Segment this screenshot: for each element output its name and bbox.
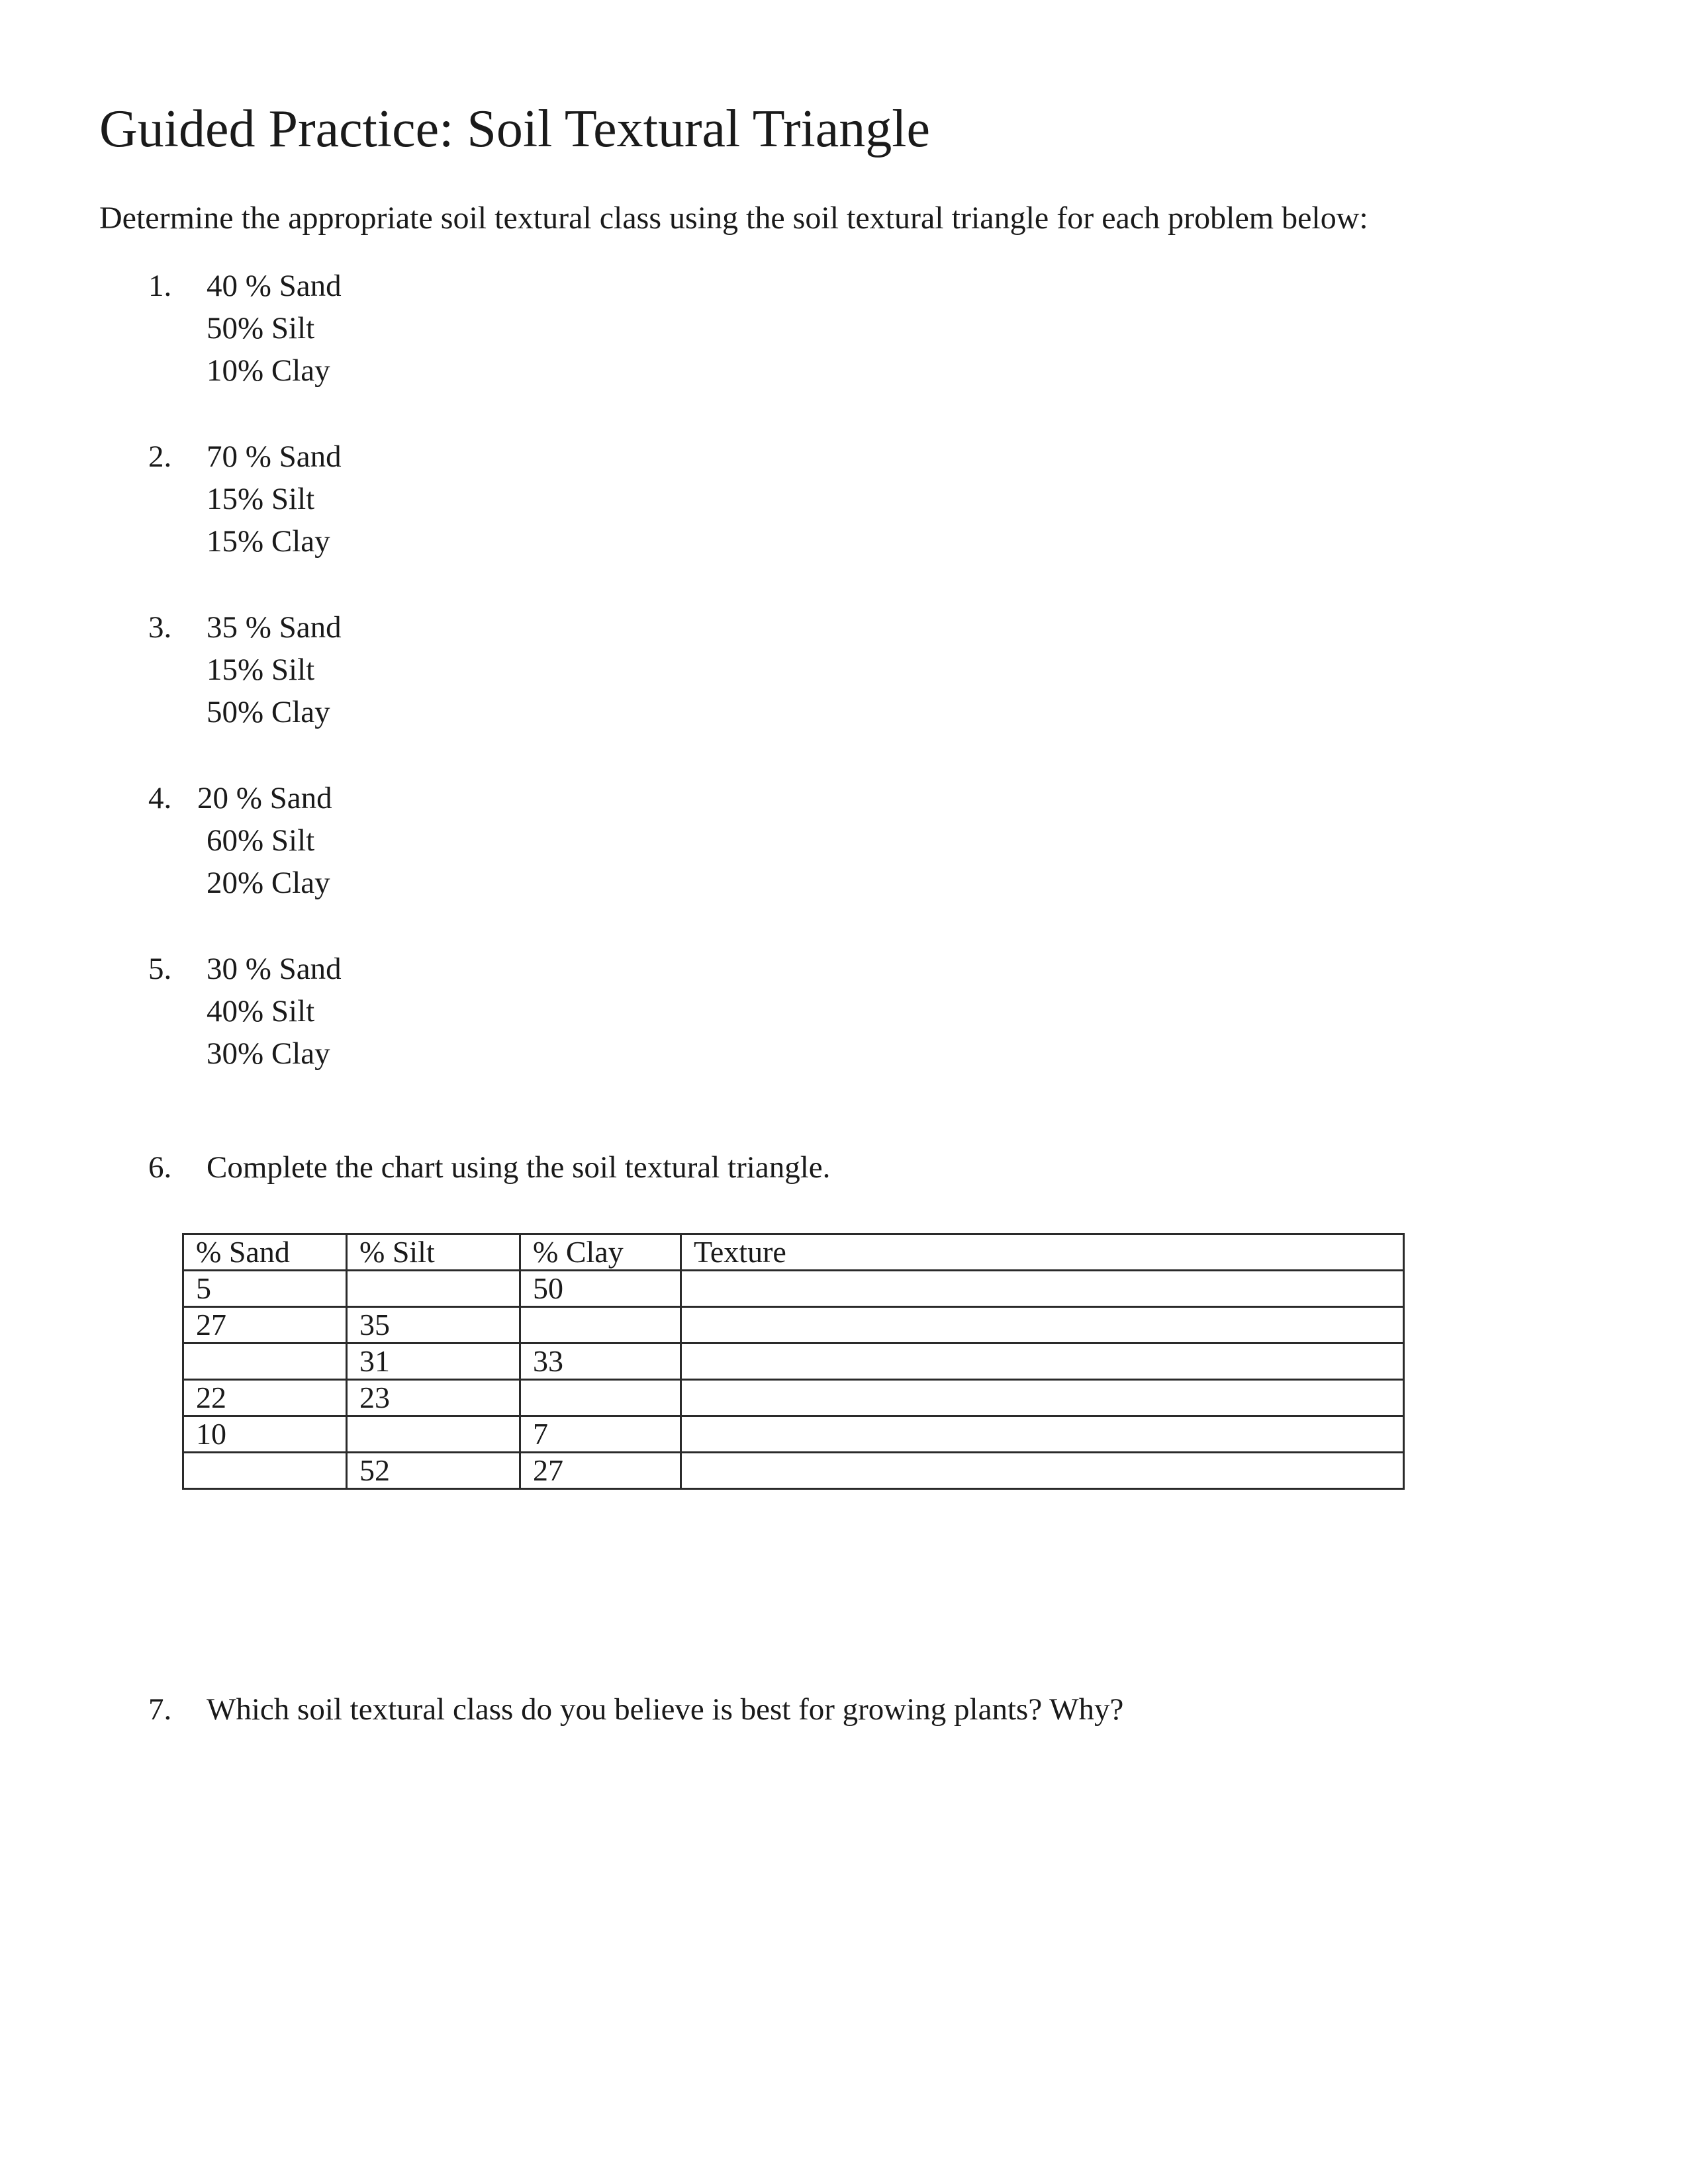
table-row	[183, 1416, 1404, 1453]
problem-clay: 15% Clay	[207, 524, 330, 559]
cell-clay[interactable]	[520, 1380, 681, 1416]
cell-texture[interactable]	[681, 1416, 1404, 1453]
problem-sand: 35 % Sand	[207, 610, 342, 645]
header-sand: % Sand	[183, 1234, 347, 1271]
problem-number: 2.	[148, 439, 172, 474]
texture-chart	[182, 1233, 1405, 1490]
problem-clay: 50% Clay	[207, 695, 330, 729]
cell-silt[interactable]	[347, 1416, 520, 1453]
table-row	[183, 1453, 1404, 1489]
cell-sand: 5	[183, 1271, 347, 1307]
problem-clay: 10% Clay	[207, 353, 330, 388]
table-row	[183, 1307, 1404, 1343]
cell-silt: 31	[347, 1343, 520, 1380]
cell-sand: 10	[183, 1416, 347, 1453]
problem-number: 3.	[148, 610, 172, 645]
chart-header-row	[183, 1234, 1404, 1271]
table-row	[183, 1271, 1404, 1307]
cell-sand[interactable]	[183, 1453, 347, 1489]
table-row	[183, 1343, 1404, 1380]
cell-sand: 27	[183, 1307, 347, 1343]
table-row	[183, 1380, 1404, 1416]
cell-silt[interactable]	[347, 1271, 520, 1307]
question-7-text: Which soil textural class do you believe is best for growing plants? Why?	[207, 1692, 1124, 1727]
problem-silt: 15% Silt	[207, 653, 315, 687]
problem-silt: 50% Silt	[207, 311, 315, 345]
cell-clay[interactable]	[520, 1307, 681, 1343]
problem-number: 1.	[148, 269, 172, 303]
problem-number: 4.	[148, 781, 172, 815]
header-clay: % Clay	[520, 1234, 681, 1271]
cell-texture[interactable]	[681, 1453, 1404, 1489]
problem-silt: 60% Silt	[207, 823, 315, 858]
problem-sand: 40 % Sand	[207, 269, 342, 303]
cell-texture[interactable]	[681, 1380, 1404, 1416]
cell-clay: 33	[520, 1343, 681, 1380]
problem-number: 5.	[148, 952, 172, 986]
page-title: Guided Practice: Soil Textural Triangle	[99, 100, 930, 158]
question-6-number: 6.	[148, 1150, 172, 1185]
problem-silt: 15% Silt	[207, 482, 315, 516]
cell-sand[interactable]	[183, 1343, 347, 1380]
cell-silt: 23	[347, 1380, 520, 1416]
cell-silt: 35	[347, 1307, 520, 1343]
instructions: Determine the appropriate soil textural class using the soil textural triangle for each problem below:	[99, 201, 1368, 236]
problem-sand: 20 % Sand	[197, 781, 332, 815]
header-silt: % Silt	[347, 1234, 520, 1271]
header-texture: Texture	[681, 1234, 1404, 1271]
problem-silt: 40% Silt	[207, 994, 315, 1028]
cell-texture[interactable]	[681, 1271, 1404, 1307]
problem-sand: 30 % Sand	[207, 952, 342, 986]
cell-clay: 7	[520, 1416, 681, 1453]
question-7-number: 7.	[148, 1692, 172, 1727]
problem-clay: 30% Clay	[207, 1036, 330, 1071]
cell-sand: 22	[183, 1380, 347, 1416]
cell-clay: 50	[520, 1271, 681, 1307]
problem-clay: 20% Clay	[207, 866, 330, 900]
cell-texture[interactable]	[681, 1307, 1404, 1343]
cell-silt: 52	[347, 1453, 520, 1489]
problem-sand: 70 % Sand	[207, 439, 342, 474]
cell-clay: 27	[520, 1453, 681, 1489]
question-6-text: Complete the chart using the soil textural triangle.	[207, 1150, 831, 1185]
cell-texture[interactable]	[681, 1343, 1404, 1380]
